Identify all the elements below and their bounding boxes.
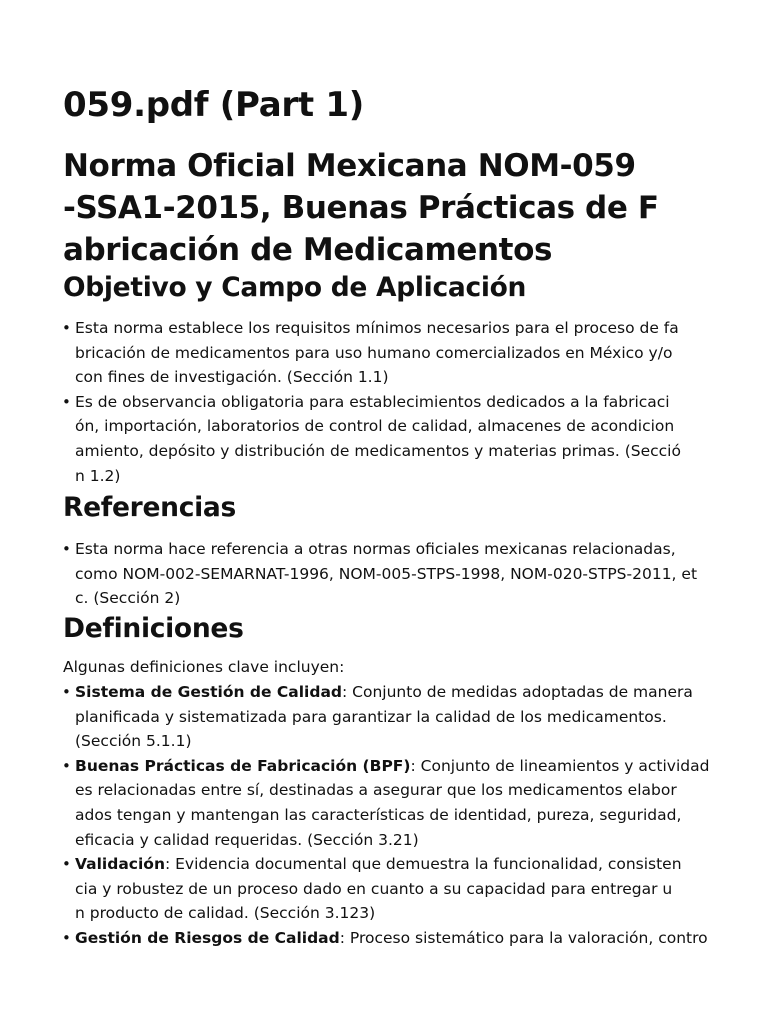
list-item xyxy=(63,390,723,488)
bullet-icon: • xyxy=(62,392,71,411)
definition-text: : Conjunto de lineamientos y actividad xyxy=(410,756,710,775)
definition-text: : Evidencia documental que demuestra la funcionalidad, consisten xyxy=(164,855,682,874)
bullet-icon: • xyxy=(62,756,71,775)
list-item-line: cia y robustez de un proceso dado en cuanto a su capacidad para entregar u xyxy=(75,879,673,898)
definition-term: Validación xyxy=(75,855,165,874)
definition-item xyxy=(63,754,723,852)
definition-first-line xyxy=(75,754,723,779)
list-item-line: n 1.2) xyxy=(75,466,121,485)
list-item-line: bricación de medicamentos para uso humano comercializados en México y/o xyxy=(75,343,673,362)
list-item-line: planificada y sistematizada para garantizar la calidad de los medicamentos. xyxy=(75,707,667,726)
section-heading-objetivo: Objetivo y Campo de Aplicación xyxy=(63,272,527,303)
bullet-icon: • xyxy=(62,855,71,874)
list-item-line: Esta norma hace referencia a otras normas oficiales mexicanas relacionadas, xyxy=(75,540,676,558)
list-item-line: (Sección 5.1.1) xyxy=(75,732,192,751)
list-item-line: ados tengan y mantengan las características de identidad, pureza, seguridad, xyxy=(75,805,682,824)
list-item-line: amiento, depósito y distribución de medicamentos y materias primas. (Secció xyxy=(75,441,681,460)
document-title: 059.pdf (Part 1) xyxy=(63,85,364,125)
definition-text: : Proceso sistemático para la valoración, contro xyxy=(339,928,708,947)
definition-item xyxy=(63,926,723,951)
definition-term: Sistema de Gestión de Calidad xyxy=(75,683,343,701)
main-heading-line: Norma Oficial Mexicana NOM-059 xyxy=(63,148,636,184)
referencias-list xyxy=(63,537,723,611)
definiciones-intro: Algunas definiciones clave incluyen: xyxy=(63,658,345,676)
definition-text: : Conjunto de medidas adoptadas de manera xyxy=(342,683,693,701)
definition-first-line xyxy=(75,852,723,877)
list-item-line: c. (Sección 2) xyxy=(75,589,181,608)
objetivo-list xyxy=(63,316,723,488)
main-heading xyxy=(63,145,713,271)
list-item-line: es relacionadas entre sí, destinadas a asegurar que los medicamentos elabor xyxy=(75,781,677,800)
section-heading-referencias: Referencias xyxy=(63,492,236,523)
list-item-line: Es de observancia obligatoria para establecimientos dedicados a la fabricaci xyxy=(75,392,670,411)
definition-first-line xyxy=(75,926,723,951)
main-heading-line: -SSA1-2015, Buenas Prácticas de F xyxy=(63,190,659,226)
list-item-line: como NOM-002-SEMARNAT-1996, NOM-005-STPS-1998, NOM-020-STPS-2011, et xyxy=(75,564,698,583)
definition-term: Buenas Prácticas de Fabricación (BPF) xyxy=(75,756,411,775)
bullet-icon: • xyxy=(62,683,71,701)
list-item-line: n producto de calidad. (Sección 3.123) xyxy=(75,904,376,923)
list-item-line: eficacia y calidad requeridas. (Sección 3.21) xyxy=(75,830,419,849)
definition-first-line xyxy=(75,680,723,705)
list-item xyxy=(63,316,723,390)
list-item-line: con fines de investigación. (Sección 1.1) xyxy=(75,368,389,387)
definition-item xyxy=(63,852,723,926)
definiciones-list xyxy=(63,680,723,951)
bullet-icon: • xyxy=(62,319,71,337)
list-item xyxy=(63,537,723,611)
main-heading-line: abricación de Medicamentos xyxy=(63,232,553,268)
section-heading-definiciones: Definiciones xyxy=(63,613,244,644)
definition-term: Gestión de Riesgos de Calidad xyxy=(75,928,340,947)
definition-item xyxy=(63,680,723,754)
list-item-line: ón, importación, laboratorios de control de calidad, almacenes de acondicion xyxy=(75,417,675,436)
bullet-icon: • xyxy=(62,540,71,558)
bullet-icon: • xyxy=(62,928,71,947)
list-item-line: Esta norma establece los requisitos mínimos necesarios para el proceso de fa xyxy=(75,319,679,337)
